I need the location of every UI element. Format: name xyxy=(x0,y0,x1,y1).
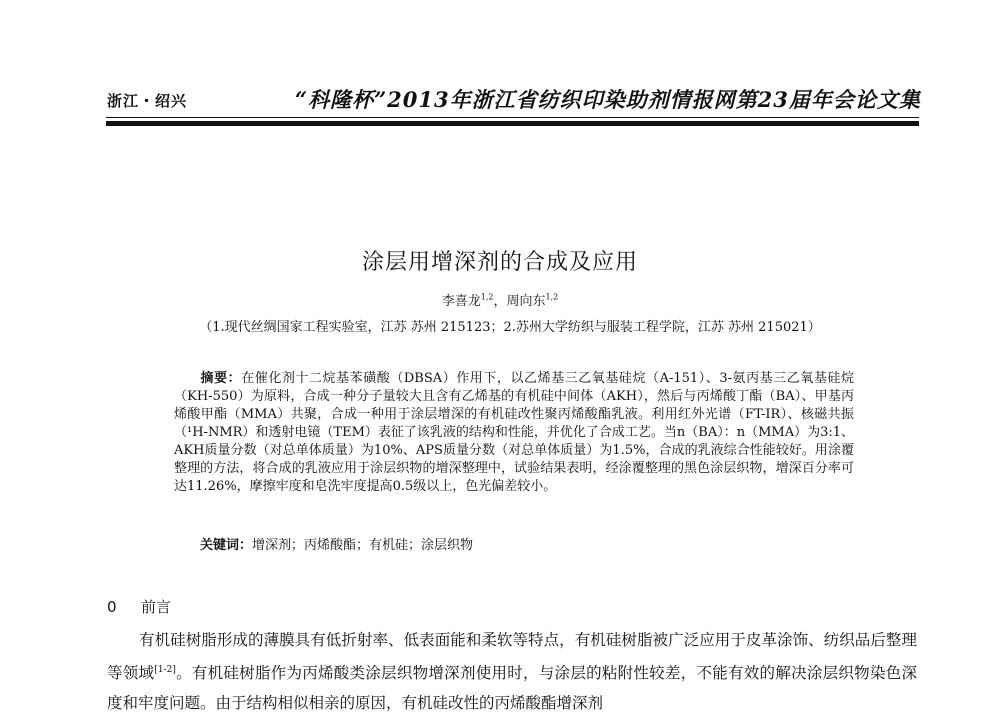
authors xyxy=(0,290,1000,309)
body-paragraph xyxy=(107,625,917,718)
author-1-affil: 1,2 xyxy=(480,292,494,302)
header-rule-thin xyxy=(106,117,919,118)
paper-title: 涂层用增深剂的合成及应用 xyxy=(361,250,638,275)
abstract xyxy=(174,370,854,496)
section-title: 前言 xyxy=(141,598,172,616)
keywords-label: 关键词： xyxy=(200,538,253,553)
abstract-text: 在催化剂十二烷基苯磺酸（DBSA）作用下，以乙烯基三乙氧基硅烷（A-151）、3-氨丙基三乙氧基硅烷（KH-550）为原料，合成一种分子量较大且含有乙烯基的有机硅中间体（AKH），然后与丙烯酸丁酯（BA）、甲基丙烯酸甲酯（MMA）共聚，合成一种用于涂层增深的有机硅改性聚丙烯酸酯乳液。利用红外光谱（FT-IR）、核磁共振（¹H-NMR）和透射电镜（TEM）表征了该乳液的结构和性能，并优化了合成工艺。当n（BA）：n（MMA）为3:1、AKH质量分数（对总单体质量）为10%、APS质量分数（对总单体质量）为1.5%，合成的乳液综合性能较好。用涂覆整理的方法，将合成的乳液应用于涂层织物的增深整理中，试验结果表明，经涂覆整理的黑色涂层织物，增深百分率可达11.26%，摩擦牢度和皂洗牢度提高0.5级以上，色光偏差较小。 xyxy=(174,371,855,494)
citation: [1-2] xyxy=(154,665,176,675)
section-heading xyxy=(107,596,171,617)
author-2-affil: 1,2 xyxy=(545,292,559,302)
keywords xyxy=(200,534,473,553)
header-rule-thick xyxy=(106,121,919,126)
keywords-text: 增深剂；丙烯酸酯；有机硅；涂层织物 xyxy=(252,538,474,553)
author-1: 李喜龙 xyxy=(441,294,481,309)
affiliation: （1.现代丝绸国家工程实验室，江苏 苏州 215123；2.苏州大学纺织与服装工程学院，江苏 苏州 215021） xyxy=(199,320,821,335)
body-text-part1: 有机硅树脂形成的薄膜具有低折射率、低表面能和柔软等特点，有机硅树脂被广泛应用于皮革涂饰、纺织品后整理等领域 xyxy=(107,631,917,683)
author-2: ，周向东 xyxy=(493,294,546,309)
proceedings-title: “科隆杯”2013年浙江省纺织印染助剂情报网第23届年会论文集 xyxy=(295,87,921,112)
section-number: 0 xyxy=(107,598,117,616)
header-location: 浙江・绍兴 xyxy=(107,92,188,110)
body-text-part2: 。有机硅树脂作为丙烯酸类涂层织物增深剂使用时，与涂层的粘附性较差，不能有效的解决涂层织物染色深度和牢度问题。由于结构相似相亲的原因，有机硅改性的丙烯酸酯增深剂 xyxy=(107,664,917,713)
abstract-label: 摘要： xyxy=(200,371,242,386)
